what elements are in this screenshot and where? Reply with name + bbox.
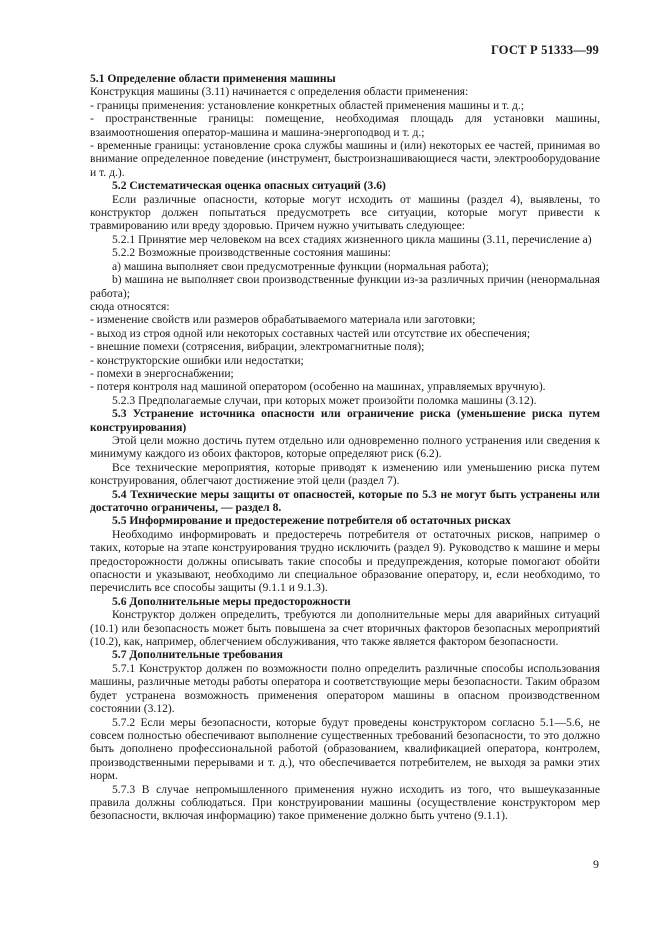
paragraph: - потеря контроля над машиной оператором (особенно на машинах, управляемых вручную). <box>90 380 546 394</box>
section-heading: 5.7 Дополнительные требования <box>112 648 283 662</box>
paragraph: Если различные опасности, которые могут исходить от машины (раздел 4), выявлены, то конструктор должен попытаться предусмотреть все ситуации, которые могут привести к травмированию или вреду здоровью. Причем нужно учитывать следующее: <box>90 192 600 233</box>
paragraph: 5.7.3 В случае непромышленного применения нужно исходить из того, что вышеуказанные правила должны соблюдаться. При конструировании машины (осуществление конструктором мер безопасности, включая информацию) такое применение должно быть учтено (9.1.1). <box>90 782 600 823</box>
paragraph: - выход из строя одной или некоторых составных частей или отсутствие их обеспечения; <box>90 326 531 340</box>
paragraph: Этой цели можно достичь путем отдельно или одновременно полного устранения или сведения к минимуму каждого из обоих факторов, которые определяют риск (6.2). <box>90 433 600 461</box>
paragraph: 5.2.1 Принятие мер человеком на всех стадиях жизненного цикла машины (3.11, перечисление а) <box>112 232 592 246</box>
paragraph: 5.2.3 Предполагаемые случаи, при которых может произойти поломка машины (3.12). <box>112 393 537 407</box>
paragraph: - конструкторские ошибки или недостатки; <box>90 353 304 367</box>
paragraph: - временные границы: установление срока службы машины и (или) некоторых ее частей, принимая во внимание определенное поведение (инструмент, быстроизнашивающиеся части, электрооборудование и т. д.). <box>90 139 600 179</box>
paragraph: b) машина не выполняет свои производственные функции из-за различных причин (ненормальная работа); <box>90 273 600 300</box>
paragraph: Все технические мероприятия, которые приводят к изменению или уменьшению риска путем конструирования, облегчают достижение этой цели (раздел 7). <box>90 460 600 488</box>
page-number: 9 <box>593 857 599 871</box>
section-heading: 5.5 Информирование и предостережение потребителя об остаточных рисках <box>112 514 511 528</box>
paragraph: сюда относятся: <box>90 299 170 313</box>
section-heading: 5.2 Систематическая оценка опасных ситуаций (3.6) <box>112 179 386 193</box>
paragraph: а) машина выполняет свои предусмотренные функции (нормальная работа); <box>112 259 489 273</box>
section-heading: 5.3 Устранение источника опасности или ограничение риска (уменьшение риска путем конструирования) <box>90 407 600 434</box>
paragraph: Конструкция машины (3.11) начинается с определения области применения: <box>90 85 469 99</box>
paragraph: - помехи в энергоснабжении; <box>90 366 234 380</box>
paragraph: - внешние помехи (сотрясения, вибрации, электромагнитные поля); <box>90 340 425 354</box>
paragraph: Конструктор должен определить, требуются ли дополнительные меры для аварийных ситуаций (10.1) или безопасность может быть повышена за счет вторичных факторов безопасных мероприятий (10.2), как, например, облегчением обслуживания, что также является фактором безопасности. <box>90 608 600 649</box>
paragraph: 5.2.2 Возможные производственные состояния машины: <box>112 246 391 260</box>
paragraph: Необходимо информировать и предостеречь потребителя от остаточных рисков, например о таких, которые на этапе конструирования трудно исключить (раздел 9). Руководство к машине и меры предосторожности должны описывать такие способы и предупреждения, которые помогают обойти опасности и указывают, необходимо ли специальное образование оператору, и, если необходимо, то перечислить все способы защиты (9.1.1 и 9.1.3). <box>90 527 600 595</box>
paragraph: 5.7.2 Если меры безопасности, которые будут проведены конструктором согласно 5.1—5.6, не совсем полностью обеспечивают выполнение существенных требований безопасности, то это должно быть дополнено профессиональной работой (образованием, квалификацией оператора, контролем, производственными перерывами и т. д.), что обеспечивается потребителем, не выходя за рамки этих норм. <box>90 715 600 783</box>
document-body <box>90 72 600 823</box>
paragraph: - границы применения: установление конкретных областей применения машины и т. д.; <box>90 98 525 112</box>
paragraph: - изменение свойств или размеров обрабатываемого материала или заготовки; <box>90 313 476 327</box>
section-heading: 5.6 Дополнительные меры предосторожности <box>112 594 351 608</box>
document-code: ГОСТ Р 51333—99 <box>490 43 599 57</box>
section-heading: 5.4 Технические меры защиты от опасностей, которые по 5.3 не могут быть устранены или достаточно ограничены, — раздел 8. <box>90 487 600 514</box>
paragraph: 5.7.1 Конструктор должен по возможности полно определить различные способы использования машины, различные методы работы оператора и соответствующие меры безопасности. Таким образом будет устранена возможность применения оператором машины в опасном производственном состоянии (3.12). <box>90 661 600 716</box>
section-heading: 5.1 Определение области применения машины <box>90 72 336 85</box>
paragraph: - пространственные границы: помещение, необходимая площадь для установки машины, взаимоотношения оператор-машина и машина-энергоподвод и т. д.; <box>90 112 600 139</box>
